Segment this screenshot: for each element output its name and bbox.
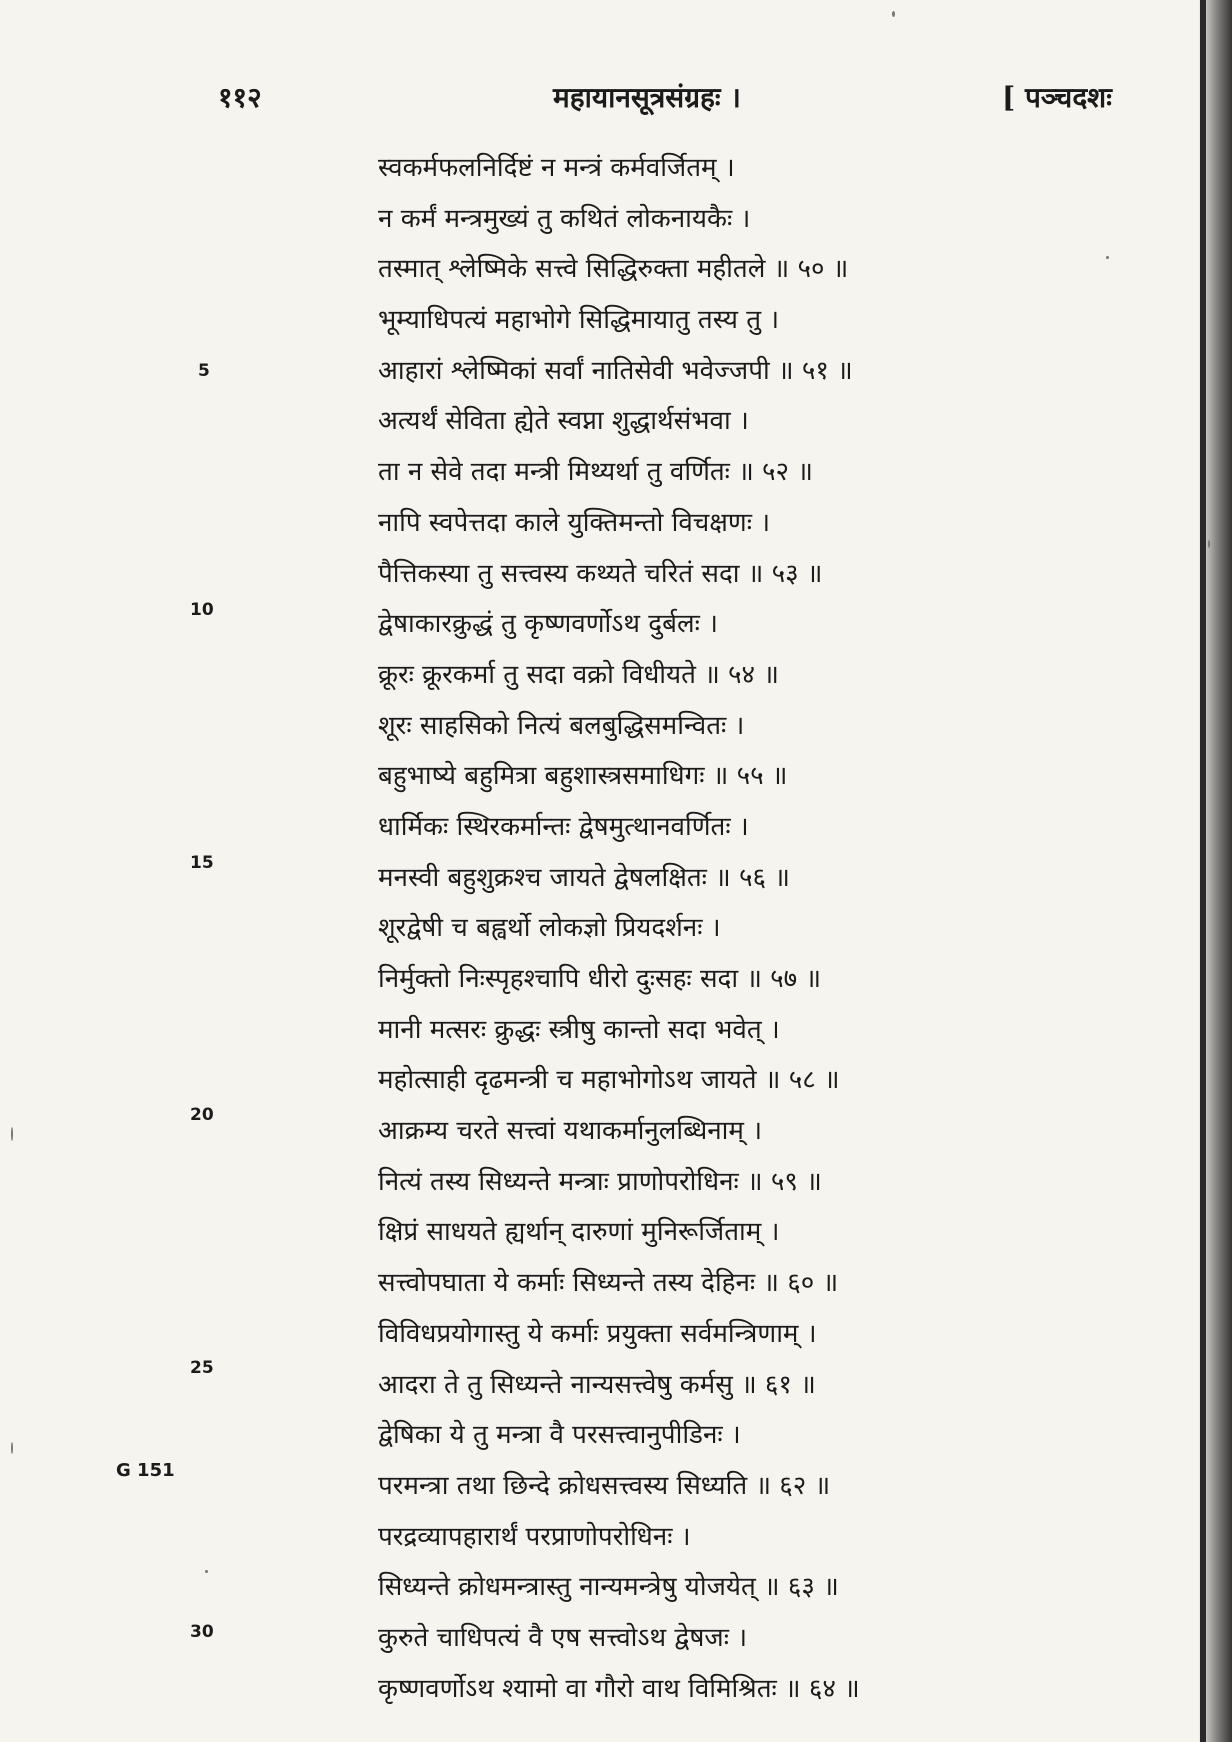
verse-line: अत्यर्थं सेविता ह्येते स्वप्ना शुद्धार्थसंभवा । [378,406,749,437]
scan-speck [892,11,895,17]
verse-line: सिध्यन्ते क्रोधमन्त्रास्तु नान्यमन्त्रेषु योजयेत् ॥ ६३ ॥ [378,1572,839,1603]
verse-line: पैत्तिकस्या तु सत्त्वस्य कथ्यते चरितं सदा ॥ ५३ ॥ [378,558,823,589]
verse-line: धार्मिकः स्थिरकर्मान्तः द्वेषमुत्थानवर्णितः । [378,811,749,842]
verse-line: नापि स्वपेत्तदा काले युक्तिमन्तो विचक्षणः । [378,507,771,538]
verse-line: महोत्साही दृढमन्त्री च महाभोगोऽथ जायते ॥ ५८ ॥ [378,1065,840,1096]
verse-line: आदरा ते तु सिध्यन्ते नान्यसत्त्वेषु कर्मसु ॥ ६१ ॥ [378,1369,816,1400]
verse-line: स्वकर्मफलनिर्दिष्टं न मन्त्रं कर्मवर्जितम् । [378,153,735,183]
verse-line: आहारां श्लेष्मिकां सर्वां नातिसेवी भवेज्जपी ॥ ५१ ॥ [378,355,853,386]
line-number-10: 10 [190,600,214,620]
scan-speck [11,1127,13,1141]
verse-line: क्षिप्रं साधयते ह्यर्थान् दारुणां मुनिरूर्जिताम् । [378,1217,780,1248]
verse-line: तस्मात् श्लेष्मिके सत्त्वे सिद्धिरुक्ता महीतले ॥ ५० ॥ [378,254,849,285]
verse-line: नित्यं तस्य सिध्यन्ते मन्त्राः प्राणोपरोधिनः ॥ ५९ ॥ [378,1166,822,1197]
line-number-15: 15 [190,853,214,873]
verse-line: ता न सेवे तदा मन्त्री मिथ्यर्था तु वर्णितः ॥ ५२ ॥ [378,457,813,488]
verse-line: आक्रम्य चरते सत्त्वां यथाकर्मानुलब्धिनाम् । [378,1116,763,1147]
line-number-5: 5 [198,361,210,381]
verse-line: विविधप्रयोगास्तु ये कर्माः प्रयुक्ता सर्वमन्त्रिणाम् । [378,1318,817,1349]
verse-line: शूरः साहसिको नित्यं बलबुद्धिसमन्वितः । [378,710,745,741]
scan-speck [11,1442,13,1454]
page-edge-line [1200,0,1206,1742]
page-number: ११२ [218,81,262,114]
scan-speck [1208,540,1210,548]
verse-line: परद्रव्यापहारार्थं परप्राणोपरोधिनः । [378,1521,691,1552]
verse-line: मानी मत्सरः क्रुद्धः स्त्रीषु कान्तो सदा भवेत् । [378,1014,780,1045]
verse-line: क्रूरः क्रूरकर्मा तु सदा वक्रो विधीयते ॥ ५४ ॥ [378,659,779,690]
verse-block [378,143,1098,1714]
verse-line: बहुभाष्ये बहुमित्रा बहुशास्त्रसमाधिगः ॥ ५५ ॥ [378,761,788,792]
verse-line: निर्मुक्तो निःस्पृहश्चापि धीरो दुःसहः सदा ॥ ५७ ॥ [378,964,822,994]
scan-speck [205,1570,208,1573]
verse-line: द्वेषाकारक्रुद्धं तु कृष्णवर्णोऽथ दुर्बलः । [378,609,718,640]
margin-reference: G 151 [116,1460,175,1481]
verse-line: सत्त्वोपघाता ये कर्माः सिध्यन्ते तस्य देहिनः ॥ ६० ॥ [378,1268,839,1299]
line-number-30: 30 [190,1622,214,1642]
verse-line: परमन्त्रा तथा छिन्दे क्रोधसत्त्वस्य सिध्यति ॥ ६२ ॥ [378,1470,831,1501]
verse-line: कृष्णवर्णोऽथ श्यामो वा गौरो वाथ विमिश्रितः ॥ ६४ ॥ [378,1673,860,1704]
running-title: महायानसूत्रसंग्रहः । [553,81,741,114]
line-number-20: 20 [190,1105,214,1125]
verse-line: द्वेषिका ये तु मन्त्रा वै परसत्त्वानुपीडिनः । [378,1420,741,1451]
verse-line: भूम्याधिपत्यं महाभोगे सिद्धिमायातु तस्य तु । [378,305,780,336]
verse-line: न कर्मं मन्त्रमुख्यं तु कथितं लोकनायकैः । [378,203,751,234]
line-number-25: 25 [190,1358,214,1378]
page-header [0,78,1232,118]
scan-speck [1106,256,1109,259]
verse-line: कुरुते चाधिपत्यं वै एष सत्त्वोऽथ द्वेषजः । [378,1622,748,1653]
chapter-marker: [ पञ्चदशः [1002,81,1112,114]
verse-line: शूरद्वेषी च बह्वर्थो लोकज्ञो प्रियदर्शनः । [378,913,721,944]
verse-line: मनस्वी बहुशुक्रश्च जायते द्वेषलक्षितः ॥ ५६ ॥ [378,862,790,893]
